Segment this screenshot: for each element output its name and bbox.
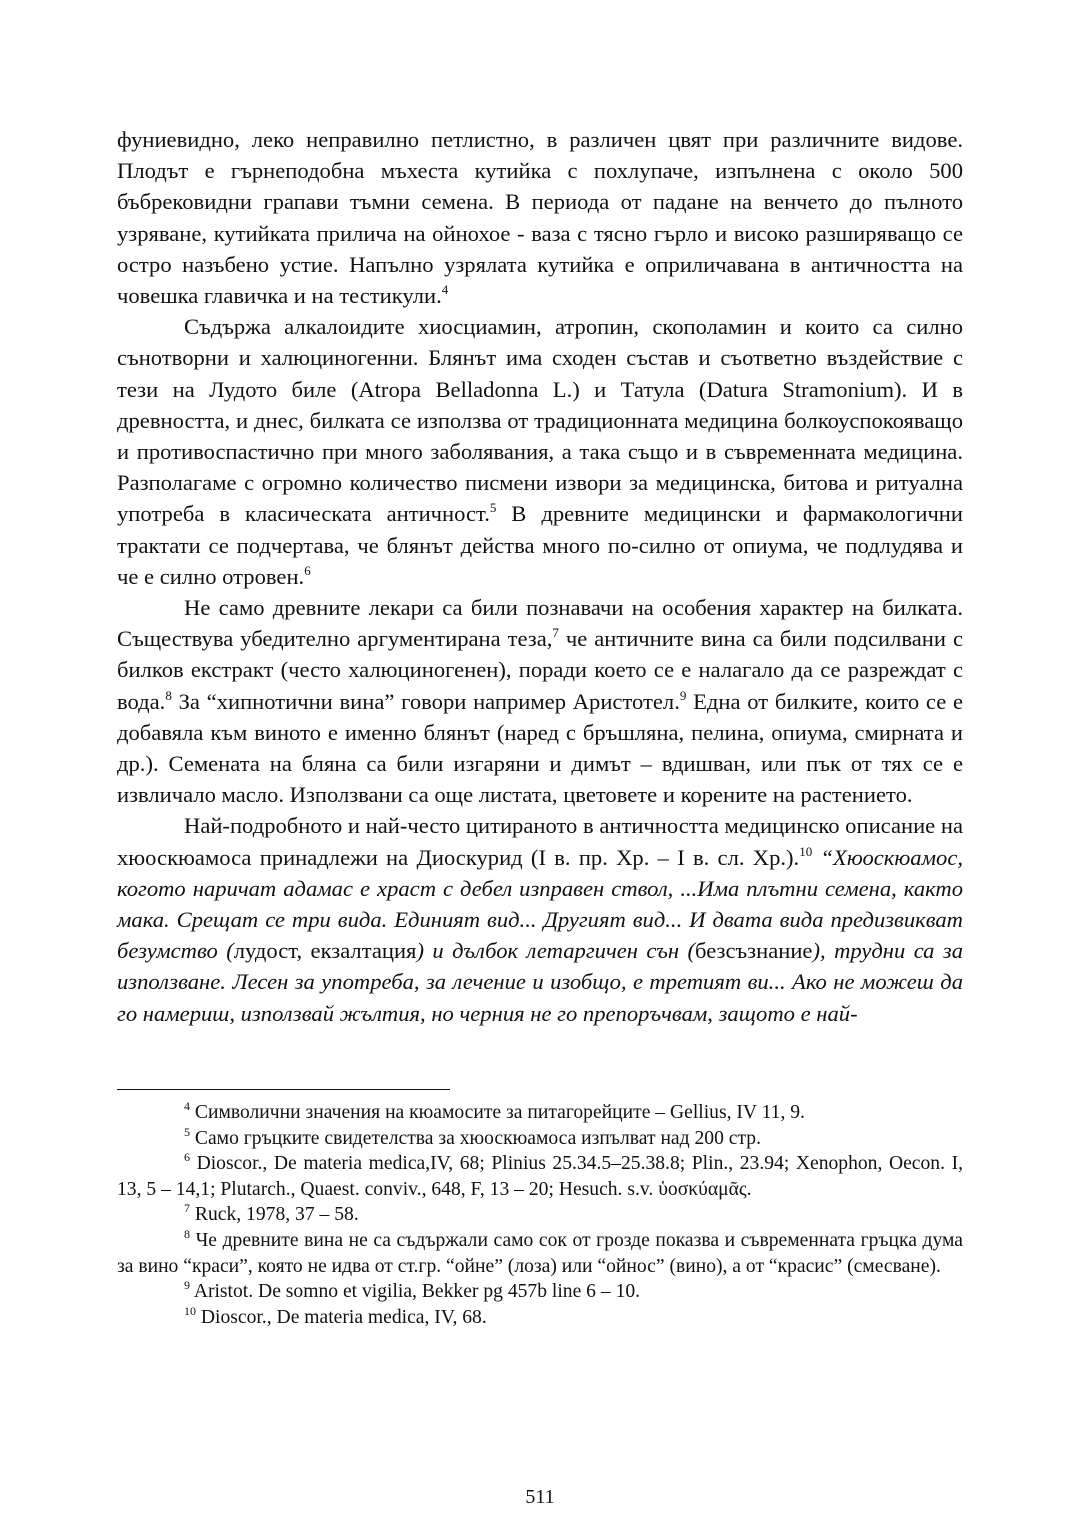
footnote-4 <box>117 1100 963 1126</box>
paragraph-2-text-b: В древните медицински и фармакологични трактати се подчертава, че блянът действа много по-силно от опиума, че подлудява и че е силно отровен. <box>117 501 963 589</box>
paragraph-3-text-a: Не само древните лекари са били познавачи на особения характер на билката. Съществува убедително аргументирана теза, <box>117 595 963 652</box>
footnote-separator <box>117 1089 450 1090</box>
footnote-number: 5 <box>184 1124 190 1139</box>
paragraph-3 <box>117 592 963 810</box>
footnote-text: Aristot. De somno et vigilia, Bekker pg 457b line 6 – 10. <box>190 1281 641 1303</box>
footnote-ref-8: 8 <box>165 687 172 703</box>
paragraph-3-text-c: За “хипнотични вина” говори например Аристотел. <box>171 688 680 714</box>
footnote-7 <box>117 1202 963 1228</box>
footnote-ref-6: 6 <box>304 562 311 578</box>
footnote-number: 6 <box>184 1150 190 1165</box>
footnote-text: Само гръцките свидетелства за хюоскюамоса изпълват над 200 стр. <box>190 1127 761 1149</box>
paragraph-4-text-a: Най-подробното и най-често цитираното в античността медицинско описание на хюоскюамоса принадлежи на Диоскурид (I в. пр. Хр. – I в. сл. Хр.). <box>117 813 963 870</box>
footnote-number: 4 <box>184 1099 190 1113</box>
quote-italic-1: “Хюоскюамос, когото наричат адамас е храст с дебел изправен ствол, ...Има плътни семена, както мака. Срещат се три вида. Единият вид... Другият вид... И двата вида предизвикват безумство ( <box>117 844 963 964</box>
paragraph-3-text-d: Една от билките, които се е добавяла към виното е именно блянът (наред с бръшляна, пелина, опиума, смирната и др.). Семената на бляна са били изгаряни и димът – вдишван, или пък от тях се е извличало масло. Използвани са още листата, цветовете и корените на растението. <box>117 688 963 808</box>
footnote-ref-10: 10 <box>799 843 813 859</box>
footnote-6 <box>117 1151 963 1202</box>
footnote-text: Че древните вина не са съдържали само сок от грозде показва и съвременната гръцка дума за вино “краси”, която не идва от ст.гр. “ойне” (лоза) или “ойнос” (вино), а от “красис” (смесване). <box>117 1229 963 1277</box>
footnote-number: 9 <box>184 1278 190 1293</box>
quote-gloss-1: лудост, екзалтация <box>233 938 417 964</box>
footnote-ref-7: 7 <box>552 625 559 641</box>
footnote-text: Dioscor., De materia medica, IV, 68. <box>196 1306 487 1328</box>
footnote-number: 7 <box>184 1201 190 1216</box>
footnote-number: 10 <box>184 1303 196 1318</box>
footnote-ref-4: 4 <box>441 282 449 298</box>
footnote-10 <box>117 1305 963 1331</box>
paragraph-4 <box>117 810 963 1028</box>
footnote-5 <box>117 1126 963 1152</box>
quote-italic-3: ), трудни са за използване. Лесен за употреба, за лечение и изобщо, е третият ви... Ако не можеш да го намериш, използвай жълтия, но черния не го препоръчвам, защото е най- <box>117 938 964 1026</box>
main-text <box>117 124 963 1029</box>
footnote-ref-5: 5 <box>489 500 497 516</box>
paragraph-2-text-a: Съдържа алкалоидите хиосциамин, атропин, скополамин и които са силно сънотворни и халюциногенни. Блянът има сходен състав и съответно въздействие с тези на Лудото биле (Atropa Belladonna L.) и Татула (Datura Stramonium). И в древността, и днес, билката се използва от традиционната медицина болкоуспокояващо и противоспастично при много заболявания, а така също и в съвременната медицина. Разполагаме с огромно количество писмени извори за медицинска, битова и ритуална употреба в класическата античност. <box>117 314 963 527</box>
page-number: 511 <box>525 1486 555 1508</box>
footnotes <box>117 1100 963 1330</box>
footnote-9 <box>117 1279 963 1305</box>
quote-italic-2: ) и дълбок летаргичен сън ( <box>416 938 696 964</box>
footnote-number: 8 <box>184 1226 190 1241</box>
footnote-text: Ruck, 1978, 37 – 58. <box>190 1204 359 1226</box>
paragraph-3-text-b: че античните вина са били подсилвани с билков екстракт (често халюциногенен), поради което се е налагало да се разреждат с вода. <box>117 626 963 714</box>
paragraph-2 <box>117 311 963 592</box>
footnote-text: Dioscor., De materia medica,IV, 68; Plinius 25.34.5–25.38.8; Plin., 23.94; Xenophon, Oecon. I, 13, 5 – 14,1; Plutarch., Quaest. conviv., 648, F, 13 – 20; Hesuch. s.v. ὑοσκύαμᾶς. <box>117 1153 963 1200</box>
footnote-text: Символични значения на кюамосите за питагорейците – Gellius, IV 11, 9. <box>190 1102 805 1123</box>
footnote-8 <box>117 1228 963 1279</box>
paragraph-1 <box>117 124 963 311</box>
quote-gloss-2: безсъзнание <box>695 938 813 964</box>
footnote-ref-9: 9 <box>679 687 687 703</box>
paragraph-1-text: фуниевидно, леко неправилно петлистно, в различен цвят при различните видове. Плодът е гърнеподобна мъхеста кутийка с похлупаче, изпълнена с около 500 бъбрековидни грапави тъмни семена. В периода от падане на венчето до пълното узряване, кутийката прилича на ойнохое - ваза с тясно гърло и високо разширяващо се остро назъбено устие. Напълно узрялата кутийка е оприличавана в античността на човешка главичка и на тестикули. <box>117 127 963 309</box>
